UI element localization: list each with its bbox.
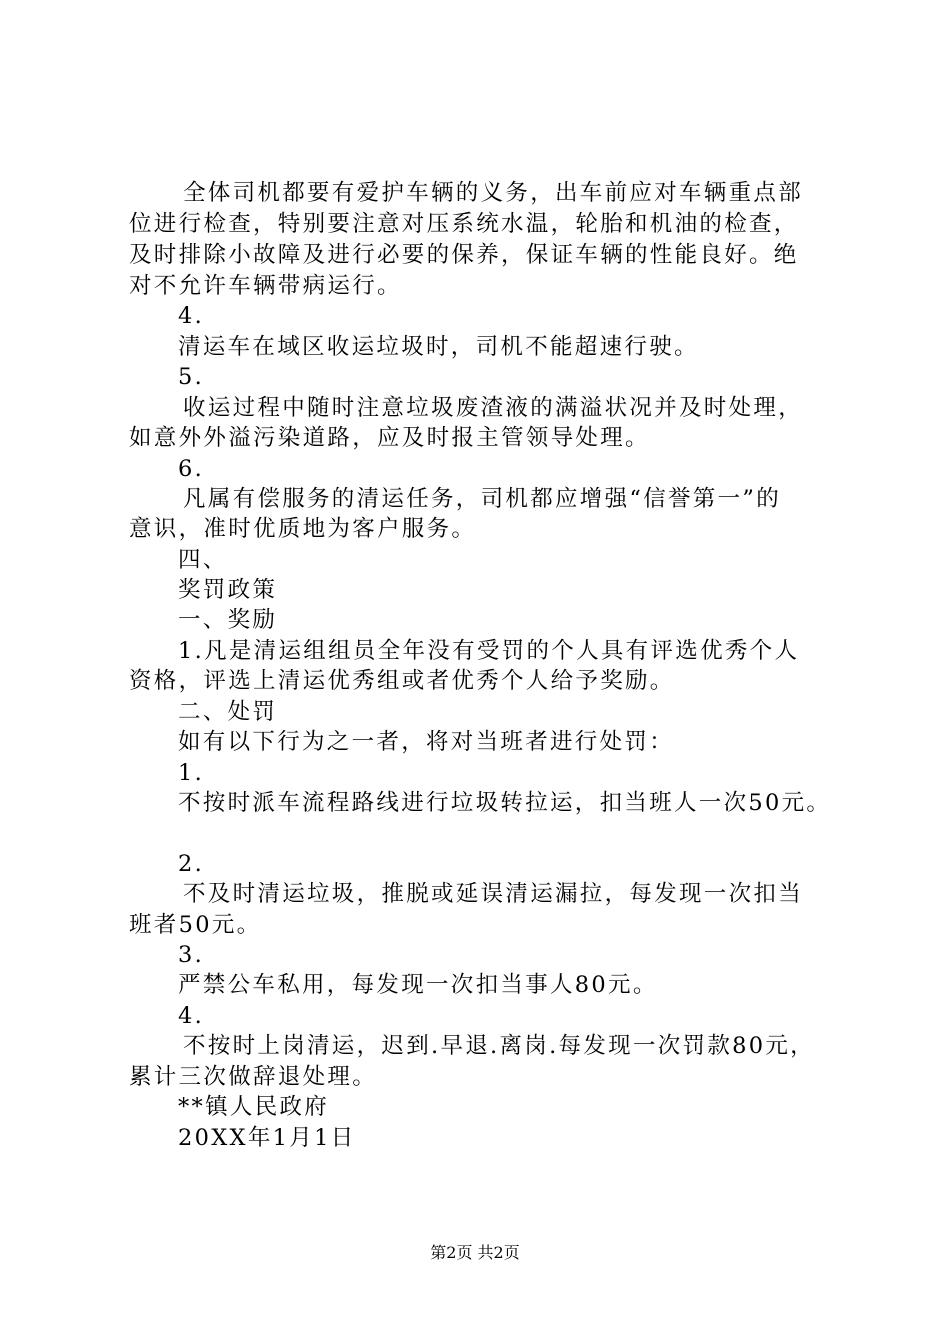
item-number: 6.	[178, 456, 205, 482]
page-footer: 第2页 共2页	[430, 1243, 520, 1262]
paragraph-line: 意识，准时优质地为客户服务。	[129, 516, 477, 542]
paragraph-line: 如意外外溢污染道路，应及时报主管领导处理。	[129, 425, 650, 451]
section-heading: 四、	[178, 547, 228, 573]
section-heading: 奖罚政策	[178, 577, 278, 603]
paragraph-line: 班者50元。	[129, 912, 262, 938]
paragraph-line: 不按时上岗清运，迟到.早退.离岗.每发现一次罚款80元，	[183, 1033, 815, 1059]
item-number: 2.	[178, 851, 205, 877]
subsection-heading: 一、奖励	[178, 607, 278, 633]
paragraph-line: 位进行检查，特别要注意对压系统水温，轮胎和机油的检查，	[129, 211, 799, 237]
paragraph-line: 严禁公车私用，每发现一次扣当事人80元。	[178, 972, 658, 998]
paragraph-line: 对不允许车辆带病运行。	[129, 273, 402, 299]
subsection-heading: 二、处罚	[178, 699, 278, 725]
item-number: 4.	[178, 1003, 205, 1029]
item-number: 4.	[178, 303, 205, 329]
item-number: 3.	[178, 942, 205, 968]
paragraph-line: 及时排除小故障及进行必要的保养，保证车辆的性能良好。绝	[129, 242, 799, 268]
paragraph-line: 累计三次做辞退处理。	[129, 1064, 378, 1090]
paragraph-line: 凡属有偿服务的清运任务，司机都应增强“信誉第一”的	[183, 486, 782, 512]
paragraph-line: 收运过程中随时注意垃圾废渣液的满溢状况并及时处理，	[183, 395, 804, 421]
item-number: 5.	[178, 364, 205, 390]
paragraph-line: 不按时派车流程路线进行垃圾转拉运，扣当班人一次50元。	[178, 790, 832, 816]
signature-date: 20XX年1月1日	[178, 1125, 356, 1151]
item-number: 1.	[178, 760, 205, 786]
paragraph-line: 全体司机都要有爱护车辆的义务，出车前应对车辆重点部	[183, 180, 804, 206]
signature-organization: **镇人民政府	[178, 1094, 330, 1120]
paragraph-line: 资格，评选上清运优秀组或者优秀个人给予奖励。	[129, 668, 675, 694]
paragraph-line: 如有以下行为之一者，将对当班者进行处罚：	[178, 729, 675, 755]
paragraph-line: 1.凡是清运组组员全年没有受罚的个人具有评选优秀个人	[178, 638, 800, 664]
paragraph-line: 清运车在域区收运垃圾时，司机不能超速行驶。	[178, 334, 699, 360]
paragraph-line: 不及时清运垃圾，推脱或延误清运漏拉，每发现一次扣当	[183, 881, 804, 907]
